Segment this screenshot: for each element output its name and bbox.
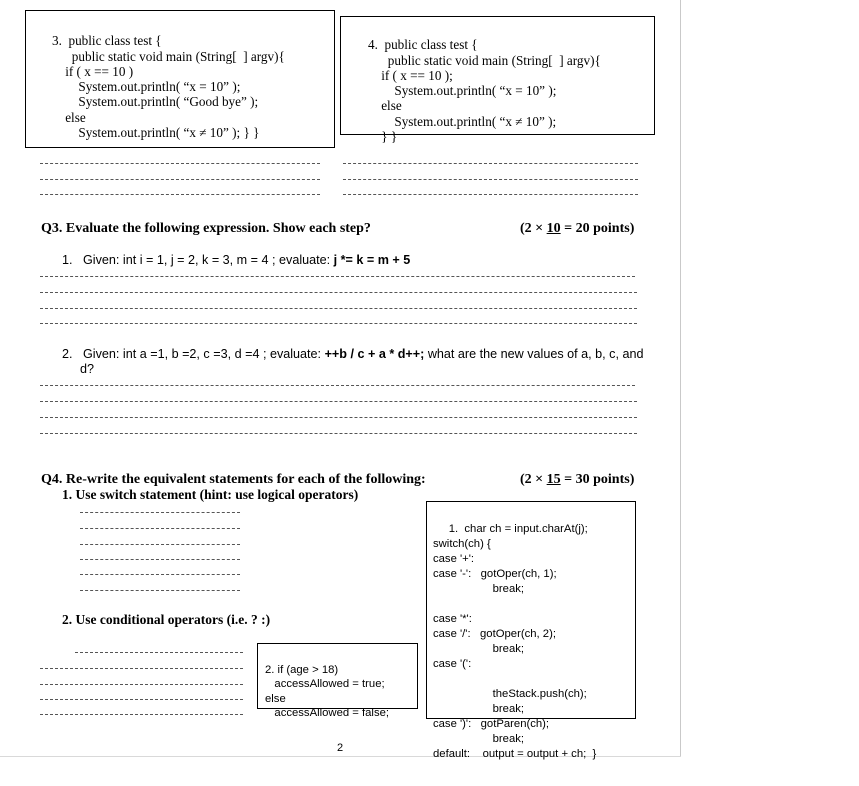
answer-line [40,385,635,386]
answer-line [40,292,637,293]
q3-item-2-cont: d? [80,362,95,376]
page-right-edge [680,0,681,757]
code-line: break; [433,643,525,655]
code-line: else [368,98,402,114]
code-line: System.out.println( “x = 10” ); [368,83,557,99]
code-box-3-text [52,18,285,156]
code-line: break; [433,583,525,595]
answer-line [40,433,637,434]
answer-line [40,417,637,418]
code-box-switch-text [433,507,596,777]
answer-line [40,684,243,685]
q3-item-2: 2. Given: int a =1, b =2, c =3, d =4 ; evaluate: ++b / c + a * d++; what are the new values of a, b, c, and [62,347,644,361]
code-line: case ')': gotParen(ch); [433,718,550,730]
code-line: theStack.push(ch); [433,688,587,700]
code-line: 1. char ch = input.charAt(j); [433,523,588,535]
code-line: System.out.println( “Good bye” ); [52,94,259,110]
code-line: 4. public class test { [368,37,478,53]
answer-line [40,163,320,164]
answer-line [343,194,638,195]
code-line: case '+': [433,553,475,565]
code-line: else [52,109,86,125]
answer-line [80,544,240,545]
code-line: else [265,692,286,705]
code-line: System.out.println( “x ≠ 10” ); [368,113,557,129]
code-line: case '/': gotOper(ch, 2); [433,628,556,640]
answer-line [343,179,638,180]
code-line: System.out.println( “x ≠ 10” ); } } [52,125,260,141]
answer-line [343,163,638,164]
answer-line [80,528,240,529]
answer-line [75,652,243,653]
code-line: if ( x == 10 ) [52,63,134,79]
q4-sub-1: 1. Use switch statement (hint: use logical operators) [62,487,359,502]
code-line [433,597,596,612]
code-line: public static void main (String[ ] argv){ [52,48,285,64]
answer-line [40,179,320,180]
code-line: } } [368,129,398,145]
code-line: break; [433,733,525,745]
q3-item-1: 1. Given: int i = 1, j = 2, k = 3, m = 4 ; evaluate: j *= k = m + 5 [62,253,411,267]
code-line: 2. if (age > 18) [265,663,339,676]
answer-line [40,699,243,700]
code-box-if-text [265,648,389,736]
code-line: case '*': [433,613,472,625]
code-line: case '-': gotOper(ch, 1); [433,568,557,580]
code-line [433,672,596,687]
code-box-4-text [368,22,601,160]
answer-line [80,512,240,513]
code-line: System.out.println( “x = 10” ); [52,79,241,95]
code-line: if ( x == 10 ); [368,67,453,83]
answer-line [40,668,243,669]
answer-line [40,714,243,715]
answer-line [40,308,637,309]
code-line: accessAllowed = true; [265,678,385,691]
answer-line [80,574,240,575]
answer-line [80,590,240,591]
answer-line [40,276,635,277]
answer-line [40,401,637,402]
q3-title: Q3. Evaluate the following expression. Show each step? [41,221,371,236]
q4-sub-2: 2. Use conditional operators (i.e. ? :) [62,612,271,627]
answer-line [40,323,637,324]
code-line: default: output = output + ch; } [433,748,597,760]
answer-line [40,194,320,195]
code-line: 3. public class test { [52,33,162,49]
code-line: accessAllowed = false; [265,707,390,720]
page-number: 2 [337,742,344,754]
q4-points: (2 × 15 = 30 points) [520,472,635,487]
code-line: break; [433,703,525,715]
q4-title: Q4. Re-write the equivalent statements for each of the following: [41,472,426,487]
code-line: public static void main (String[ ] argv){ [368,52,601,68]
answer-line [80,559,240,560]
q3-points: (2 × 10 = 20 points) [520,221,635,236]
code-line: switch(ch) { [433,538,491,550]
code-line: case '(': [433,658,472,670]
